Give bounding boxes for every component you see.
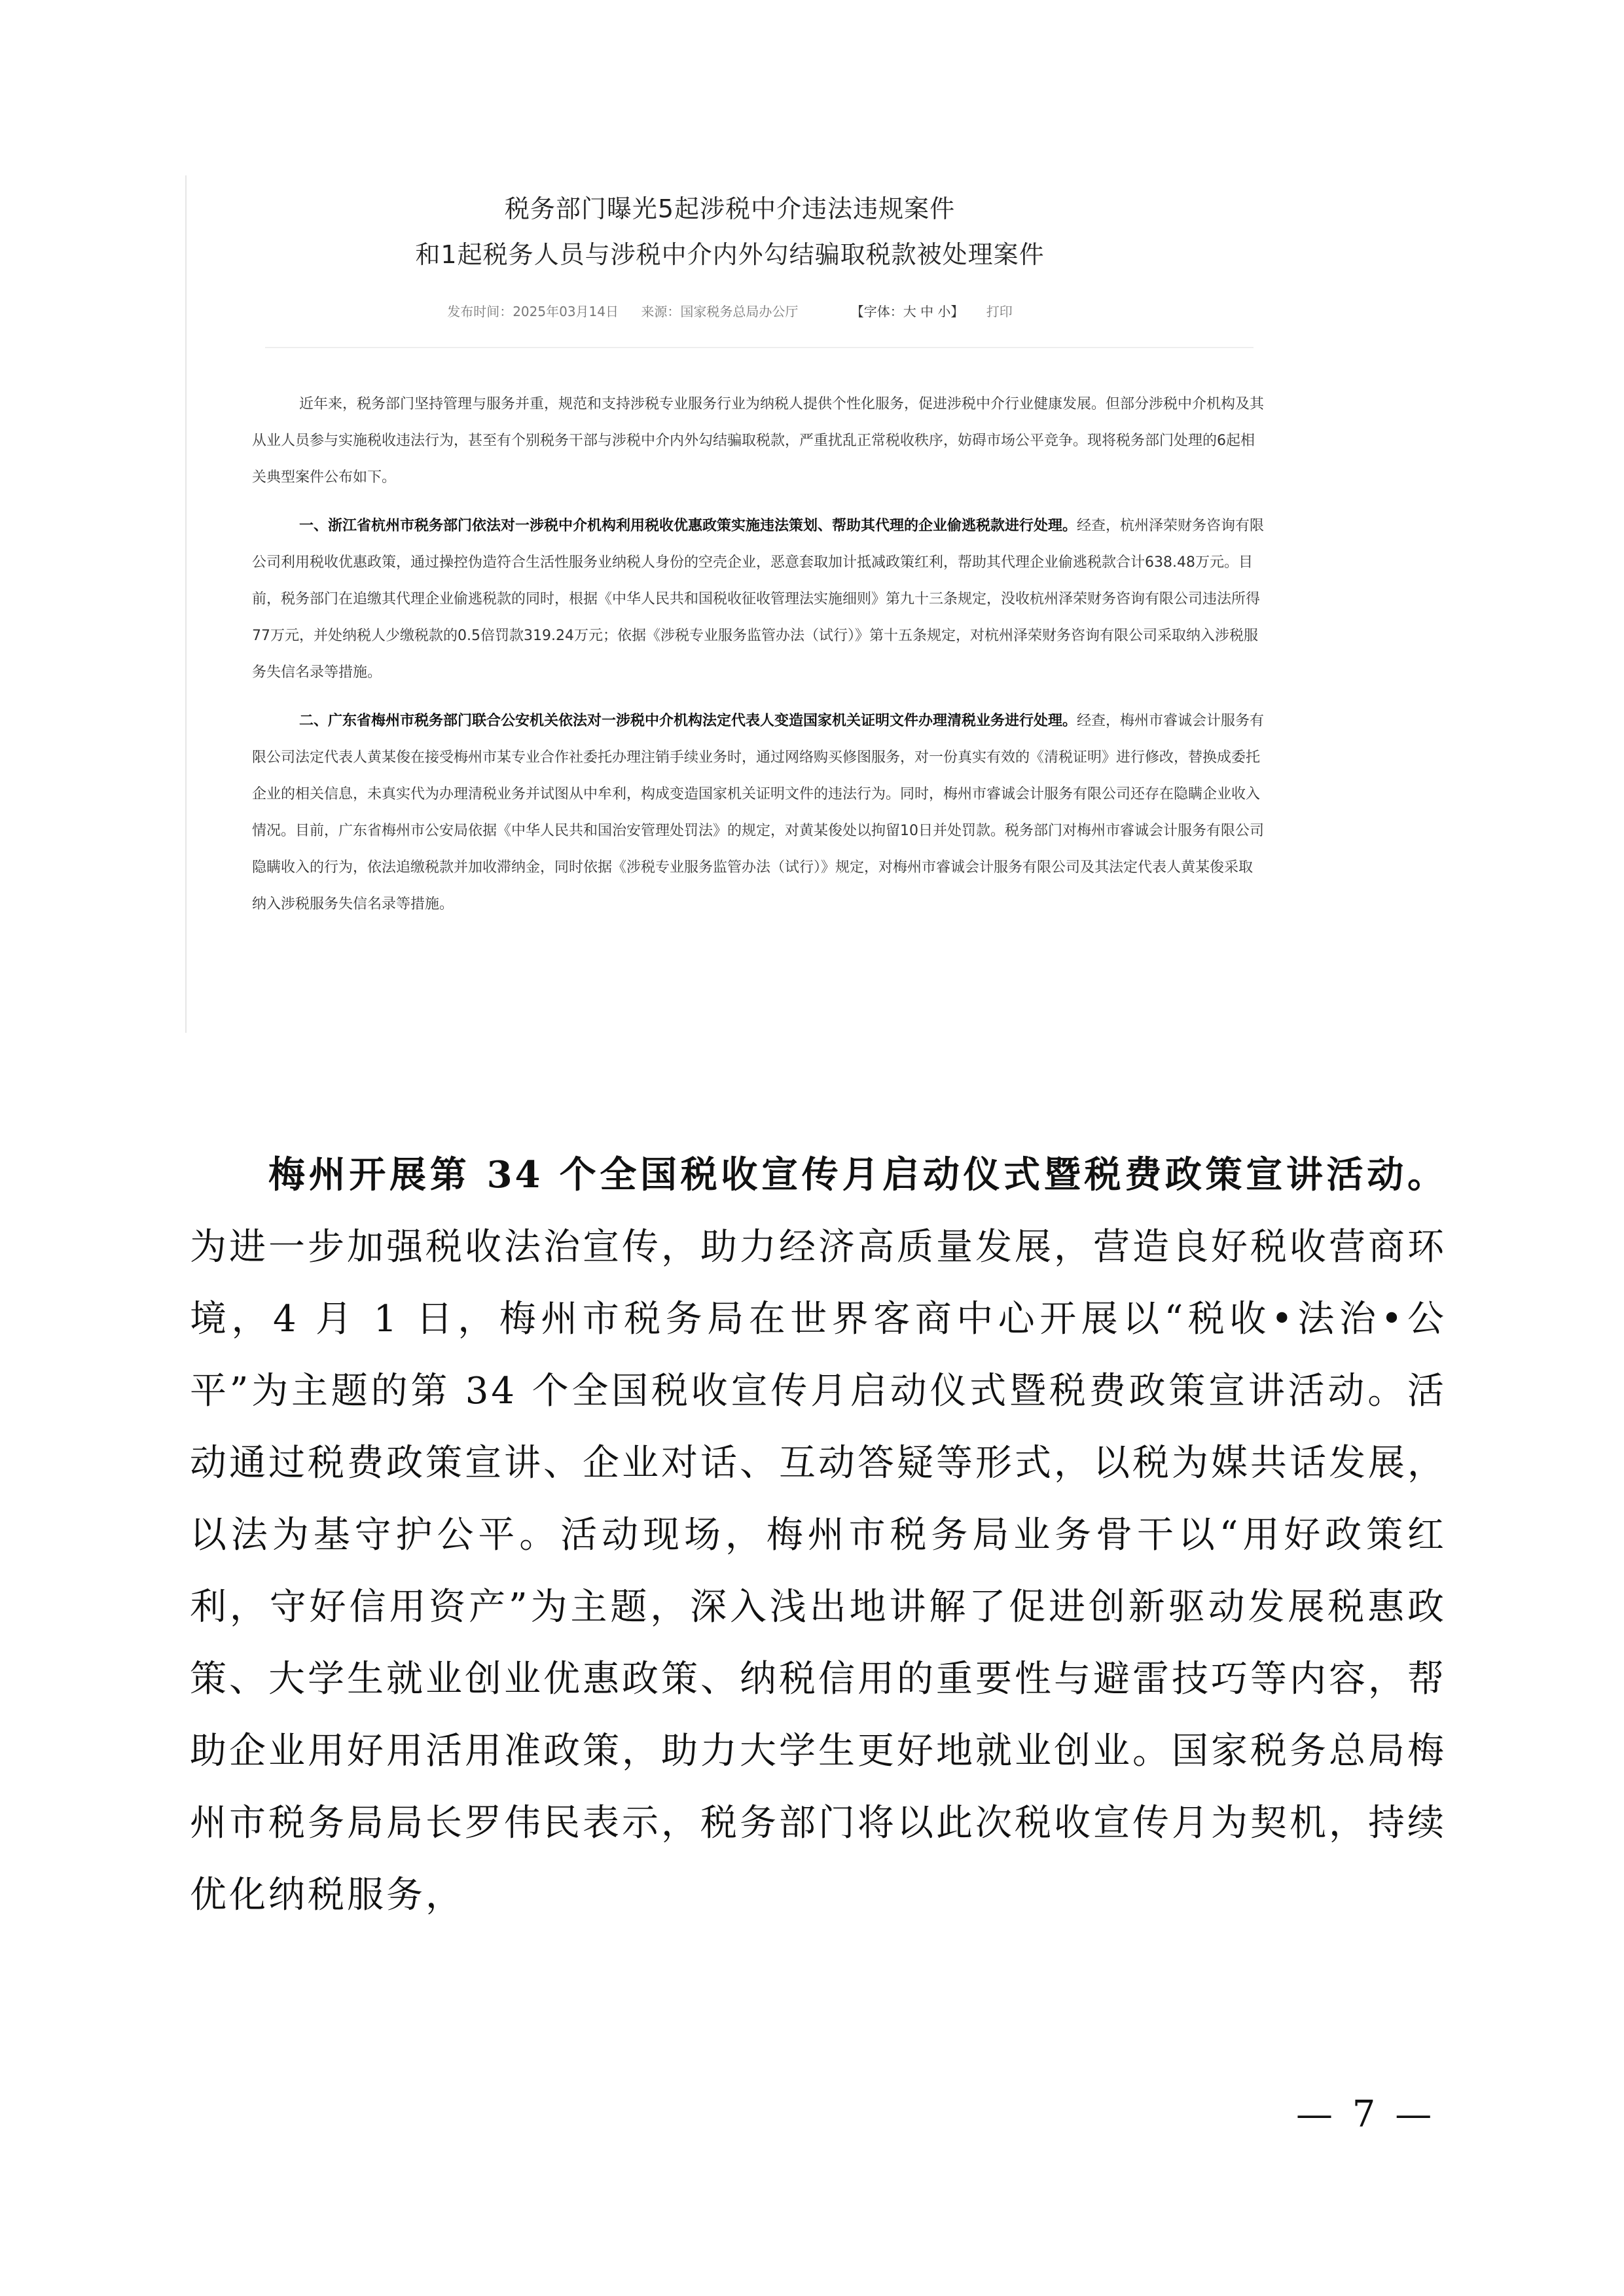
paragraph-lead: 一、浙江省杭州市税务部门依法对一涉税中介机构利用税收优惠政策实施违法策划、帮助其代理的企业偷逃税款进行处理。 bbox=[299, 518, 1077, 534]
main-paragraph bbox=[190, 1139, 1447, 1931]
paragraph-lead: 二、广东省梅州市税务部门联合公安机关依法对一涉税中介机构法定代表人变造国家机关证明文件办理清税业务进行处理。 bbox=[299, 713, 1077, 729]
main-text bbox=[190, 1139, 1447, 1931]
article-paragraph bbox=[252, 386, 1267, 496]
publish-time: 发布时间：2025年03月14日 bbox=[447, 304, 619, 319]
paragraph-text: 经查，杭州泽荣财务咨询有限公司利用税收优惠政策，通过操控伪造符合生活性服务业纳税人身份的空壳企业，恶意套取加计抵减政策红利，帮助其代理企业偷逃税款合计638.48万元。目前，税务部门在追缴其代理企业偷逃税款的同时，根据《中华人民共和国税收征收管理法实施细则》第九十三条规定，没收杭州泽荣财务咨询有限公司违法所得77万元，并处纳税人少缴税款的0.5倍罚款319.24万元；依据《涉税专业服务监管办法（试行）》第十五条规定，对杭州泽荣财务咨询有限公司采取纳入涉税服务失信名录等措施。 bbox=[252, 518, 1265, 681]
page-number: — 7 — bbox=[1296, 2093, 1436, 2136]
embedded-article-screenshot bbox=[185, 175, 1273, 1033]
article-title-line1: 税务部门曝光5起涉税中介违法违规案件 bbox=[504, 194, 956, 223]
article-body bbox=[252, 386, 1267, 935]
paragraph-text: 经查，梅州市睿诚会计服务有限公司法定代表人黄某俊在接受梅州市某专业合作社委托办理注销手续业务时，通过网络购买修图服务，对一份真实有效的《清税证明》进行修改，替换成委托企业的相关信息，未真实代为办理清税业务并试图从中牟利，构成变造国家机关证明文件的违法行为。同时，梅州市睿诚会计服务有限公司还存在隐瞒企业收入情况。目前，广东省梅州市公安局依据《中华人民共和国治安管理处罚法》的规定，对黄某俊处以拘留10日并处罚款。税务部门对梅州市睿诚会计服务有限公司隐瞒收入的行为，依法追缴税款并加收滞纳金，同时依据《涉税专业服务监管办法（试行）》规定，对梅州市睿诚会计服务有限公司及其法定代表人黄某俊采取纳入涉税服务失信名录等措施。 bbox=[252, 713, 1265, 912]
paragraph-text: 近年来，税务部门坚持管理与服务并重，规范和支持涉税专业服务行业为纳税人提供个性化服务，促进涉税中介行业健康发展。但部分涉税中介机构及其从业人员参与实施税收违法行为，甚至有个别税务干部与涉税中介内外勾结骗取税款，严重扰乱正常税收秩序，妨碍市场公平竞争。现将税务部门处理的6起相关典型案件公布如下。 bbox=[252, 396, 1265, 486]
main-lead: 梅州开展第 34 个全国税收宣传月启动仪式暨税费政策宣讲活动。 bbox=[268, 1153, 1447, 1196]
article-paragraph bbox=[252, 508, 1267, 691]
article-title-line2: 和1起税务人员与涉税中介内外勾结骗取税款被处理案件 bbox=[415, 240, 1045, 269]
article-paragraph bbox=[252, 703, 1267, 923]
font-size-selector[interactable]: 【字体：大 中 小】 bbox=[850, 304, 964, 319]
divider bbox=[265, 347, 1254, 348]
article-source: 来源：国家税务总局办公厅 bbox=[641, 304, 799, 319]
article-meta bbox=[187, 301, 1273, 320]
main-body-text: 为进一步加强税收法治宣传，助力经济高质量发展，营造良好税收营商环境，4 月 1 日，梅州市税务局在世界客商中心开展以“税收•法治•公平”为主题的第 34 个全国税收宣传月启动仪式暨税费政策宣讲活动。活动通过税费政策宣讲、企业对话、互动答疑等形式，以税为媒共话发展，以法为基守护公平。活动现场，梅州市税务局业务骨干以“用好政策红利，守好信用资产”为主题，深入浅出地讲解了促进创新驱动发展税惠政策、大学生就业创业优惠政策、纳税信用的重要性与避雷技巧等内容，帮助企业用好用活用准政策，助力大学生更好地就业创业。国家税务总局梅州市税务局局长罗伟民表示，税务部门将以此次税收宣传月为契机，持续优化纳税服务， bbox=[190, 1226, 1447, 1916]
print-link[interactable]: 打印 bbox=[986, 304, 1013, 319]
